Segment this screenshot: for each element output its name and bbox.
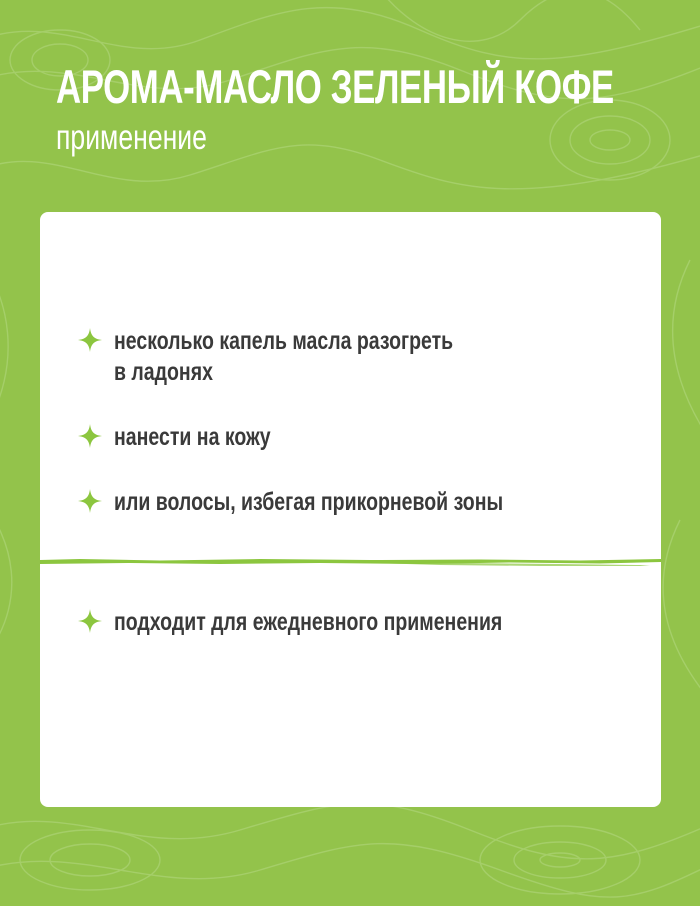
list-item-line: или волосы, избегая прикорневой зоны <box>114 488 504 516</box>
list-item <box>78 487 613 518</box>
list-item-line: несколько капель масла разогреть <box>114 327 454 355</box>
list-item-text <box>114 326 453 388</box>
header <box>56 62 700 158</box>
page-subtitle: применение <box>56 118 207 157</box>
list-item-text <box>114 607 502 638</box>
four-point-star-icon <box>78 328 102 352</box>
four-point-star-icon <box>78 489 102 513</box>
brush-divider <box>40 554 661 570</box>
list-item <box>78 326 549 388</box>
list-item <box>78 422 315 453</box>
four-point-star-icon <box>78 424 102 448</box>
list-item-line: нанести на кожу <box>114 423 271 451</box>
list-item-line: подходит для ежедневного применения <box>114 608 503 636</box>
page-title: АРОМА-МАСЛО ЗЕЛЕНЫЙ КОФЕ <box>56 60 614 113</box>
list-item <box>78 607 612 638</box>
list-item-text <box>114 422 271 453</box>
four-point-star-icon <box>78 609 102 633</box>
list-item-text <box>114 487 503 518</box>
list-item-line: в ладонях <box>114 358 213 386</box>
